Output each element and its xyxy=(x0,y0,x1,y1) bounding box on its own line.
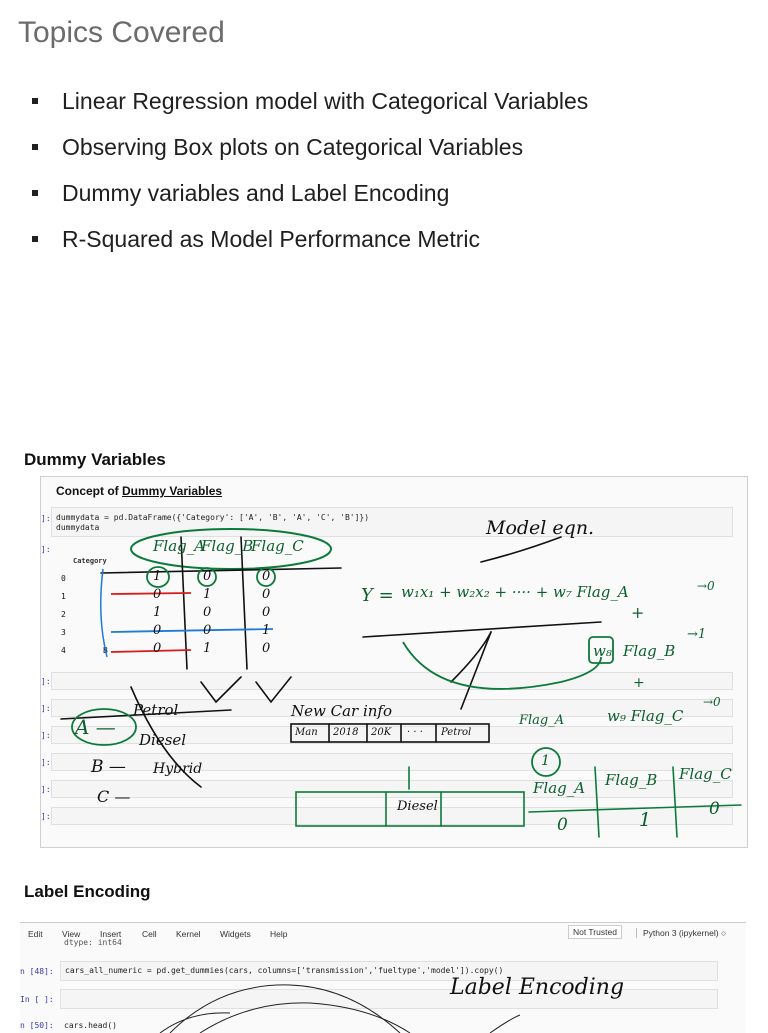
dummy-variables-heading: Dummy Variables xyxy=(24,450,166,469)
label-encoding-heading: Label Encoding xyxy=(24,882,151,901)
cell-prompt: n [48]: xyxy=(20,967,54,976)
flag-value: 0 xyxy=(262,569,271,584)
label-encoding-handwriting: Label Encoding xyxy=(450,975,625,1000)
handwriting-strokes xyxy=(41,477,747,847)
car-cell: Petrol xyxy=(441,727,472,738)
circled-one: 1 xyxy=(541,753,550,769)
topics-list xyxy=(32,84,588,268)
code-line: dummydata = pd.DataFrame({'Category': ['A', 'B', 'A', 'C', 'B']}) xyxy=(56,513,370,522)
dummy-variables-notebook-panel xyxy=(40,476,748,848)
flag-value: 0 xyxy=(262,641,271,656)
cell-prompt: ]: xyxy=(41,758,51,767)
label-encoding-notebook xyxy=(20,922,746,1033)
flag-header: Flag_B xyxy=(201,537,254,555)
topic-item: Dummy variables and Label Encoding xyxy=(32,176,588,222)
car-cell: 2018 xyxy=(333,727,359,738)
car-cell: Man xyxy=(295,727,318,738)
w8-term: w₈ xyxy=(593,642,612,660)
menu-help[interactable]: Help xyxy=(270,929,288,939)
bottom-flag-header: Flag_B xyxy=(605,771,658,789)
cell-prompt: ]: xyxy=(41,785,51,794)
flag-value: 1 xyxy=(153,605,162,620)
flag-value: 0 xyxy=(262,605,271,620)
code-line: cars_all_numeric = pd.get_dummies(cars, columns=['transmission','fueltype','model']).copy() xyxy=(65,966,504,975)
menu-kernel[interactable]: Kernel xyxy=(176,929,201,939)
flag-value: 0 xyxy=(153,587,162,602)
flag-value: 0 xyxy=(203,569,212,584)
flag-value: 0 xyxy=(203,605,212,620)
mapping-b: B — xyxy=(91,757,126,777)
cell-prompt: ]: xyxy=(41,677,51,686)
page-title: Topics Covered xyxy=(18,16,225,49)
equation-lhs: Y = xyxy=(361,585,394,606)
bottom-flag-header: Flag_C xyxy=(679,765,732,783)
out-prompt: ]: xyxy=(41,545,51,554)
new-car-info-label: New Car info xyxy=(291,702,393,720)
table-row-index: 1 xyxy=(61,592,66,601)
diesel-label: Diesel xyxy=(139,731,187,749)
table-cell: B xyxy=(103,646,108,655)
cell-prompt: ]: xyxy=(41,514,51,523)
table-row-index: 4 xyxy=(61,646,66,655)
label-encoding-strokes xyxy=(20,923,746,1033)
flag-value: 1 xyxy=(262,623,271,638)
bottom-flag-header: Flag_A xyxy=(533,779,586,797)
equation-rhs: w₁x₁ + w₂x₂ + ···· + w₇ Flag_A xyxy=(401,583,629,601)
flag-a-small: Flag_A xyxy=(519,713,565,728)
topic-item: Linear Regression model with Categorical Variables xyxy=(32,84,588,130)
car-cell: 20K xyxy=(371,727,392,738)
plus-sign: + xyxy=(633,675,645,691)
arrow-zero: →0 xyxy=(703,695,721,709)
hybrid-label: Hybrid xyxy=(153,761,203,777)
flag-value: 0 xyxy=(153,623,162,638)
bottom-flag-value: 0 xyxy=(557,815,568,835)
flag-header: Flag_C xyxy=(251,537,304,555)
kernel-indicator: Python 3 (ipykernel) ○ xyxy=(636,928,726,938)
bottom-flag-value: 0 xyxy=(709,799,720,819)
arrow-zero: →0 xyxy=(697,579,715,593)
table-row-index: 2 xyxy=(61,610,66,619)
flag-value: 0 xyxy=(153,641,162,656)
petrol-label: Petrol xyxy=(133,701,179,719)
concept-title: Concept of Dummy Variables xyxy=(56,484,223,498)
cell-prompt: ]: xyxy=(41,731,51,740)
arrow-one: →1 xyxy=(687,627,707,642)
menu-view[interactable]: View xyxy=(62,929,81,939)
kernel-status-icon: ○ xyxy=(720,928,727,938)
cell-prompt: In [ ]: xyxy=(20,995,54,1004)
dtype-output: dtype: int64 xyxy=(64,938,122,947)
model-eqn-label: Model eqn. xyxy=(486,517,595,539)
plus-sign: + xyxy=(631,603,645,622)
car-cell: · · · xyxy=(407,727,423,738)
flag-value: 0 xyxy=(203,623,212,638)
table-row-index: 3 xyxy=(61,628,66,637)
flag-value: 1 xyxy=(203,587,212,602)
cell-prompt: n [50]: xyxy=(20,1021,54,1030)
not-trusted-badge[interactable]: Not Trusted xyxy=(568,925,622,939)
flag-value: 0 xyxy=(262,587,271,602)
menu-cell[interactable]: Cell xyxy=(142,929,157,939)
flag-value: 1 xyxy=(153,569,162,584)
cell-prompt: ]: xyxy=(41,812,51,821)
topic-item: Observing Box plots on Categorical Variables xyxy=(32,130,588,176)
code-line: dummydata xyxy=(56,523,100,532)
table-header: Category xyxy=(73,557,107,565)
cell-prompt: ]: xyxy=(41,704,51,713)
menu-insert[interactable]: Insert xyxy=(100,929,122,939)
w9-term: w₉ Flag_C xyxy=(607,707,684,725)
table-row-index: 0 xyxy=(61,574,66,583)
diesel-box-label: Diesel xyxy=(397,799,438,814)
topic-item: R-Squared as Model Performance Metric xyxy=(32,222,588,268)
menu-widgets[interactable]: Widgets xyxy=(220,929,251,939)
menu-edit[interactable]: Edit xyxy=(28,929,43,939)
mapping-c: C — xyxy=(97,787,131,806)
mapping-a: A — xyxy=(75,715,116,739)
code-line: cars.head() xyxy=(64,1021,117,1030)
flag-value: 1 xyxy=(203,641,212,656)
flag-header: Flag_A xyxy=(153,537,206,555)
flag-b-term: Flag_B xyxy=(623,642,676,660)
bottom-flag-value: 1 xyxy=(639,809,652,831)
